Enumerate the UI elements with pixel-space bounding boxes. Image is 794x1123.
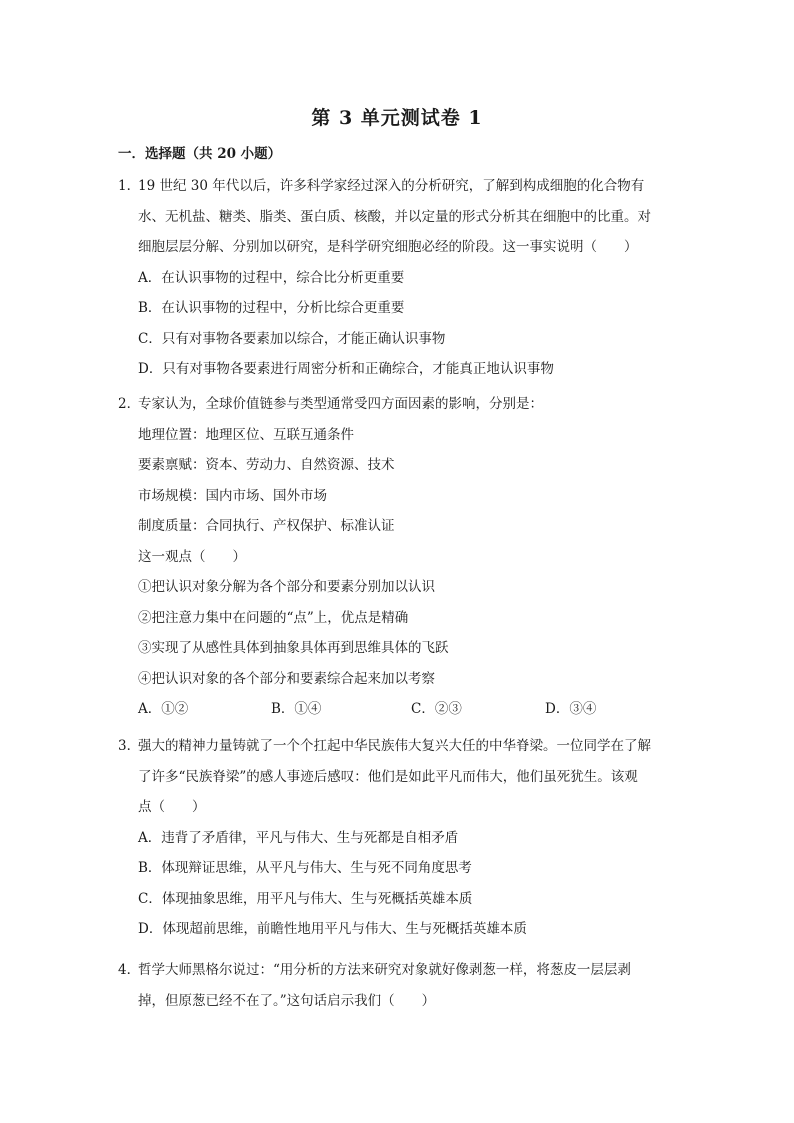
option-a: A．违背了矛盾律，平凡与伟大、生与死都是自相矛盾 (138, 829, 459, 846)
option-c: C．只有对事物各要素加以综合，才能正确认识事物 (138, 330, 446, 347)
question-number: 3． (118, 738, 141, 754)
statement-4: ④把认识对象的各个部分和要素综合起来加以考察 (138, 670, 435, 687)
stem-line: 哲学大师黑格尔说过：“用分析的方法来研究对象就好像剥葱一样，将葱皮一层层剥 (138, 962, 631, 978)
question-1-stem (118, 171, 678, 202)
stem-line: 强大的精神力量铸就了一个个扛起中华民族伟大复兴大任的中华脊梁。一位同学在了解 (138, 738, 651, 754)
statement-1: ①把认识对象分解为各个部分和要素分别加以认识 (138, 579, 435, 595)
option-b: B．体现辩证思维，从平凡与伟大、生与死不同角度思考 (138, 860, 472, 876)
stem-line: 掉，但原葱已经不在了。”这句话启示我们（ ） (138, 992, 436, 1009)
section-heading: 一．选择题（共 20 小题） (118, 146, 282, 162)
question-4 (118, 955, 678, 1016)
stem-line: 19 世纪 30 年代以后，许多科学家经过深入的分析研究，了解到构成细胞的化合物有 (138, 178, 645, 194)
option-c: C．体现抽象思维，用平凡与伟大、生与死概括英雄本质 (138, 890, 473, 907)
question-1 (118, 171, 678, 385)
question-4-stem (118, 955, 678, 986)
stem-line: 水、无机盐、糖类、脂类、蛋白质、核酸，并以定量的形式分析其在细胞中的比重。对 (138, 208, 651, 225)
statement-3: ③实现了从感性具体到抽象具体再到思维具体的飞跃 (138, 640, 449, 656)
question-number: 2． (118, 396, 141, 412)
option-d: D．③④ (545, 701, 597, 717)
option-c: C．②③ (411, 701, 462, 717)
question-number: 4． (118, 962, 141, 978)
option-d: D．体现超前思维，前瞻性地用平凡与伟大、生与死概括英雄本质 (138, 921, 527, 937)
statement-2: ②把注意力集中在问题的“点”上，优点是精确 (138, 609, 409, 626)
stem-line: 细胞层层分解、分别加以研究，是科学研究细胞必经的阶段。这一事实说明（ ） (138, 239, 638, 255)
question-number: 1． (118, 178, 141, 194)
option-b: B．在认识事物的过程中，分析比综合更重要 (138, 300, 405, 316)
factor-item: 制度质量：合同执行、产权保护、标准认证 (138, 518, 395, 534)
stem-line: 了许多“民族脊梁”的感人事迹后感叹：他们是如此平凡而伟大，他们虽死犹生。该观 (138, 768, 638, 785)
factor-item: 地理位置：地理区位、互联互通条件 (138, 426, 354, 443)
question-3 (118, 731, 678, 945)
options-row (118, 694, 678, 725)
page-title: 第 3 单元测试卷 1 (311, 107, 483, 129)
question-2-stem (118, 389, 678, 420)
stem-line: 专家认为，全球价值链参与类型通常受四方面因素的影响，分别是： (138, 396, 543, 412)
option-d: D．只有对事物各要素进行周密分析和正确综合，才能真正地认识事物 (138, 361, 554, 377)
option-a: A．在认识事物的过程中，综合比分析更重要 (138, 269, 405, 286)
question-3-stem (118, 731, 678, 762)
factor-item: 要素禀赋：资本、劳动力、自然资源、技术 (138, 457, 395, 473)
question-2 (118, 389, 678, 725)
question-prompt: 这一观点（ ） (138, 548, 246, 565)
option-b: B．①④ (271, 701, 322, 717)
option-a: A．①② (138, 701, 189, 717)
factor-item: 市场规模：国内市场、国外市场 (138, 487, 327, 504)
stem-line: 点（ ） (138, 799, 206, 815)
